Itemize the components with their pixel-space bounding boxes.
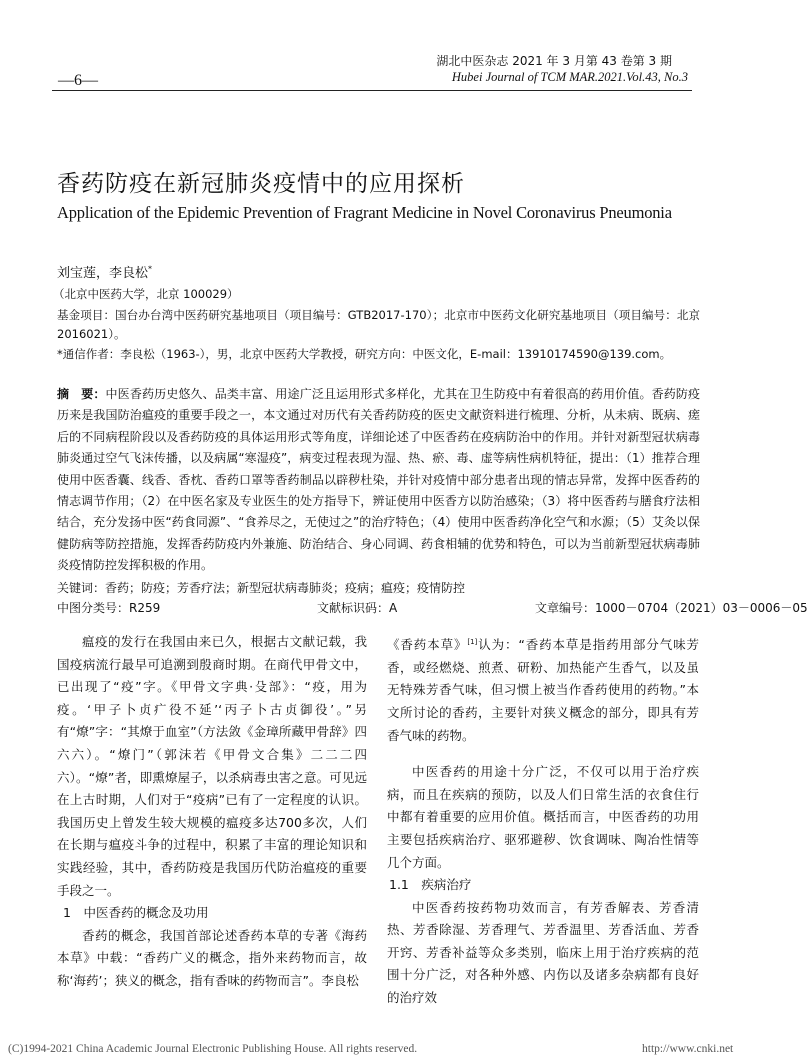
article-title-cn: 香药防疫在新冠肺炎疫情中的应用探析 bbox=[57, 171, 465, 197]
header-rule bbox=[52, 90, 692, 91]
footer-url[interactable]: http://www.cnki.net bbox=[642, 1043, 734, 1055]
abstract-label: 摘 要： bbox=[57, 387, 106, 401]
fund-info: 基金项目：国台办台湾中医药研究基地项目（项目编号：GTB2017-170）；北京市中医药文化研究基地项目（项目编号：北京 2016021）。 bbox=[57, 308, 700, 341]
body-column-left bbox=[57, 631, 367, 993]
body-paragraph bbox=[387, 631, 699, 747]
copyright-text: (C)1994-2021 China Academic Journal Electronic Publishing House. All rights reserved. bbox=[8, 1043, 418, 1055]
body-paragraph: 中医香药的用途十分广泛，不仅可以用于治疗疾病，而且在疾病的预防，以及人们日常生活的衣食住行中都有着重要的应用价值。概括而言，中医香药的功用主要包括疾病治疗、驱邪避秽、饮食调味、陶冶性情等几个方面。 bbox=[387, 764, 699, 870]
abstract bbox=[57, 384, 700, 577]
body-paragraph: 瘟疫的发行在我国由来已久，根据古文献记载，我国疫病流行最早可追溯到殷商时期。在商代甲骨文中，已出现了“疫”字。《甲骨文字典·殳部》：“疫，用为疫。‘甲子卜贞疒役不延’‘丙子卜古贞御役’。”另有“燎”字：“其燎于血室”（方法敛《金璋所藏甲骨辞》四六六）。“燎门”（郭沫若《甲骨文合集》二二二四六）。“燎”者，即熏燎屋子，以杀病毒虫害之意。可见远在上古时期，人们对于“疫病”已有了一定程度的认识。我国历史上曾发生较大规模的瘟疫多达700多次，人们在长期与瘟疫斗争的过程中，积累了丰富的理论知识和实践经验，其中，香药防疫是我国历代防治瘟疫的重要手段之一。 bbox=[57, 634, 367, 898]
paragraph-gap bbox=[387, 747, 699, 761]
affiliation: （北京中医药大学，北京 100029） bbox=[53, 287, 239, 301]
page-number: —6— bbox=[58, 72, 98, 89]
body-column-right bbox=[387, 631, 699, 1010]
paragraph-text: 《香药本草》 bbox=[387, 637, 468, 653]
author-names: 刘宝莲，李良松 bbox=[57, 266, 149, 281]
document-code: 文献标识码：A bbox=[317, 601, 398, 615]
paragraph-text: 认为：“香药本草是指药用部分气味芳香，或经燃烧、煎煮、研粉、加热能产生香气，以及虽无特殊芳香气味，但习惯上被当作香药使用的药物。”本文所讨论的香药，主要针对狭义概念的部分，即具有芳香气味的药物。 bbox=[387, 637, 699, 743]
journal-title-cn: 湖北中医杂志 2021 年 3 月第 43 卷第 3 期 bbox=[436, 54, 672, 68]
copyright-footer bbox=[8, 1043, 734, 1055]
author-list bbox=[57, 262, 152, 281]
journal-title-en: Hubei Journal of TCM MAR.2021.Vol.43, No.3 bbox=[451, 70, 688, 84]
keywords: 关键词：香药；防疫；芳香疗法；新型冠状病毒肺炎；疫病；瘟疫；疫情防控 bbox=[57, 581, 466, 595]
corresponding-mark: * bbox=[148, 264, 153, 274]
clc-number: 中图分类号：R259 bbox=[57, 601, 161, 615]
body-paragraph: 香药的概念，我国首部论述香药本草的专著《海药本草》中载：“香药广义的概念，指外来药物而言，故称‘海药’；狭义的概念，指有香味的药物而言”。李良松 bbox=[57, 927, 367, 988]
corresponding-author: *通信作者：李良松（1963-），男，北京中医药大学教授，研究方向：中医文化，E-mail：13910174590@139.com。 bbox=[57, 347, 672, 361]
body-paragraph: 中医香药按药物功效而言，有芳香解表、芳香清热、芳香除湿、芳香理气、芳香温里、芳香活血、芳香开窍、芳香补益等众多类别，临床上用于治疗疾病的范围十分广泛，对各种外感、内伤以及诸多杂病都有良好的治疗效 bbox=[387, 899, 699, 1006]
abstract-text: 中医香药历史悠久、品类丰富、用途广泛且运用形式多样化，尤其在卫生防疫中有着很高的药用价值。香药防疫历来是我国防治瘟疫的重要手段之一，本文通过对历代有关香药防疫的医史文献资料进行梳理、分析，从未病、既病、瘥后的不同病程阶段以及香药防疫的具体运用形式等角度，详细论述了中医香药在疫病防治中的作用。并针对新型冠状病毒肺炎通过空气飞沫传播，以及病属“寒湿疫”，病变过程表现为湿、热、瘀、毒、虚等病性病机特征，提出：（1）推荐合理使用中医香囊、线香、香枕、香药口罩等香药制品以辟秽杜染，并针对疫情中部分患者出现的情志异常，发挥中医香药的情志调节作用；（2）在中医名家及专业医生的处方指导下，辨证使用中医香方以防治感染；（3）将中医香药与膳食疗法相结合，充分发扬中医“药食同源”、“食养尽之，无使过之”的治疗特色；（4）使用中医香药净化空气和水源；（5）艾灸以保健防病等防控措施，发挥香药防疫内外兼施、防治结合、身心同调、药食相辅的优势和特色，可以为当前新型冠状病毒肺炎疫情防控发挥积极的作用。 bbox=[57, 387, 700, 573]
article-title-en: Application of the Epidemic Prevention of Fragrant Medicine in Novel Coronavirus Pneumonia bbox=[57, 203, 672, 222]
subsection-heading: 1.1 疾病治疗 bbox=[389, 877, 472, 893]
article-number: 文章编号：1000－0704（2021）03－0006－05 bbox=[535, 601, 808, 615]
section-heading: 1 中医香药的概念及功用 bbox=[63, 905, 209, 921]
citation-ref: [1] bbox=[467, 638, 478, 646]
